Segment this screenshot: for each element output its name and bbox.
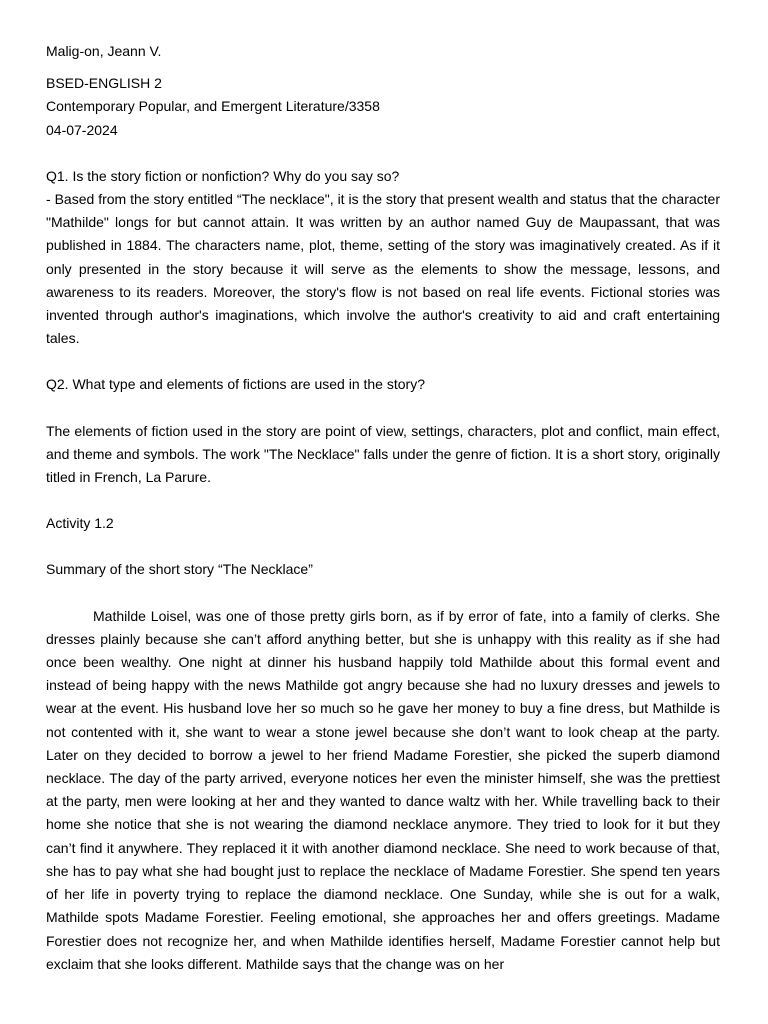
activity-title: Activity 1.2	[46, 515, 114, 532]
summary-heading: Summary of the short story “The Necklace”	[46, 561, 313, 578]
summary-paragraph: Mathilde Loisel, was one of those pretty girls born, as if by error of fate, into a family of clerks. She dresses plainly because she can’t afford anything better, but she is unhappy with this reality as if she had once been wealthy. One night at dinner his husband happily told Mathilde about this formal event and instead of being happy with the news Mathilde got angry because she had no luxury dresses and jewels to wear at the event. His husband love her so much so he gave her money to buy a fine dress, but Mathilde is not contented with it, she want to wear a stone jewel because she don’t want to look cheap at the party. Later on they decided to borrow a jewel to her friend Madame Forestier, she picked the superb diamond necklace. The day of the party arrived, everyone notices her even the minister himself, she was the prettiest at the party, men were looking at her and they wanted to dance waltz with her. While travelling back to their home she notice that she is not wearing the diamond necklace anymore. They tried to look for it but they can’t find it anywhere. They replaced it it with another diamond necklace. She need to work because of that, she has to pay what she had bought just to replace the necklace of Madame Forestier. She spend ten years of her life in poverty trying to replace the diamond necklace. One Sunday, while she is out for a walk, Mathilde spots Madame Forestier. Feeling emotional, she approaches her and offers greetings. Madame Forestier does not recognize her, and when Mathilde identifies herself, Madame Forestier cannot help but exclaim that she looks different. Mathilde says that the change was on her	[46, 607, 720, 972]
spacer	[46, 582, 720, 605]
answer-2: The elements of fiction used in the story are point of view, settings, characters, plot and conflict, main effect, and theme and symbols. The work "The Necklace" falls under the genre of fiction. It is a short story, originally titled in French, La Parure.	[46, 422, 720, 486]
answer-1: - Based from the story entitled “The necklace", it is the story that present wealth and status that the character "Mathilde" longs for but cannot attain. It was written by an author named Guy de Maupassant, that was published in 1884. The characters name, plot, theme, setting of the story was imaginatively created. As if it only presented in the story because it will serve as the elements to show the message, lessons, and awareness to its readers. Moreover, the story's flow is not based on real life events. Fictional stories was invented through author's imaginations, which involve the author's creativity to aid and craft entertaining tales.	[46, 191, 720, 347]
document-body	[46, 40, 720, 976]
subject-name: Contemporary Popular, and Emergent Literature/3358	[46, 98, 380, 115]
spacer	[46, 397, 720, 420]
question-1: Q1. Is the story fiction or nonfiction? Why do you say so?	[46, 167, 400, 184]
spacer	[46, 350, 720, 373]
course-name: BSED-ENGLISH 2	[46, 75, 162, 92]
spacer	[46, 489, 720, 512]
spacer	[46, 142, 720, 165]
question-2: Q2. What type and elements of fictions are used in the story?	[46, 376, 425, 393]
student-name: Malig-on, Jeann V.	[46, 43, 162, 59]
document-date: 04-07-2024	[46, 121, 118, 138]
spacer	[46, 535, 720, 558]
spacer	[46, 63, 720, 72]
